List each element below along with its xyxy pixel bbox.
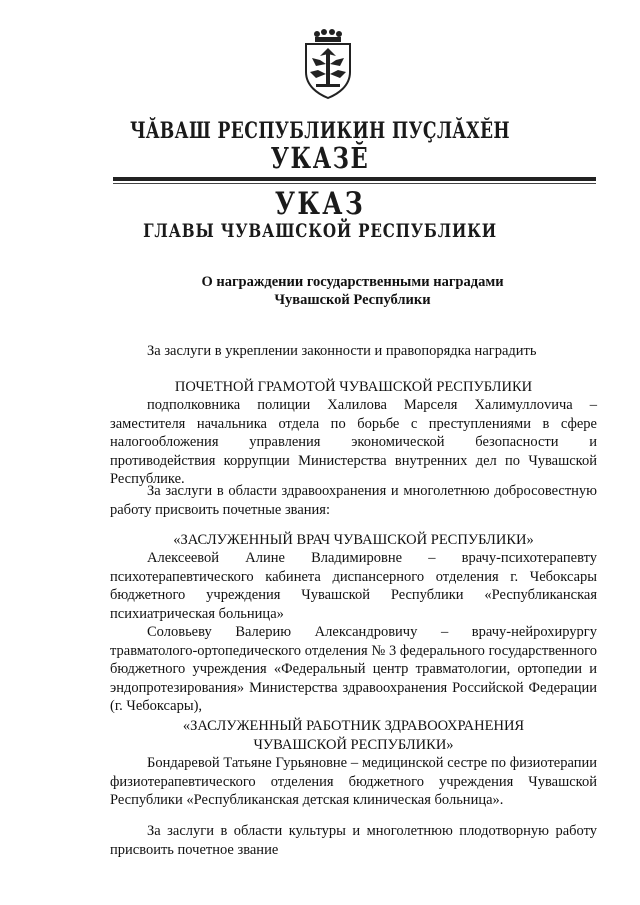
intro-law-order: За заслуги в укреплении законности и правопорядка наградить — [147, 343, 537, 359]
awardee-bondareva: Бондаревой Татьяне Гурьяновне – медицинской сестре по физиотерапии физиотерапевтического отделения бюджетного учреждения Чувашской Республики «Республиканская детская клиническая больница». — [110, 755, 597, 809]
award-line-1: «ЗАСЛУЖЕННЫЙ РАБОТНИК ЗДРАВООХРАНЕНИЯ — [182, 718, 525, 734]
header-chuvash-authority: ЧĂВАШ РЕСПУБЛИКИН ПУҪЛĂХĔН — [129, 118, 511, 144]
document-title — [110, 273, 595, 309]
award-honored-doctor: «ЗАСЛУЖЕННЫЙ ВРАЧ ЧУВАШСКОЙ РЕСПУБЛИКИ» — [173, 532, 534, 548]
awardee-khalilov: подполковника полиции Халилова Марселя Халимуллovича – заместителя начальника отдела по борьбе с преступлениями в сфере налогообложения управления экономической безопасности и противодействия коррупции Министерства внутренних дел по Чувашской Республике. — [110, 397, 597, 488]
awardee-solovyev: Соловьеву Валерию Александровичу – врачу-нейрохирургу травматолого-ортопедического отделения № 3 федерального государственного бюджетного учреждения «Федеральный центр травматологии, ортопедии и эндопротезирования» Министерства здравоохранения Российской Федерации (г. Чебоксары), — [110, 624, 597, 715]
header-russian-authority: ГЛАВЫ ЧУВАШСКОЙ РЕСПУБЛИКИ — [143, 220, 497, 242]
coat-of-arms-icon — [298, 28, 358, 100]
intro-culture: За заслуги в области культуры и многолетнюю плодотворную работу присвоить почетное звание — [110, 823, 597, 858]
award-honorary-certificate: ПОЧЕТНОЙ ГРАМОТОЙ ЧУВАШСКОЙ РЕСПУБЛИКИ — [174, 379, 533, 395]
intro-healthcare: За заслуги в области здравоохранения и многолетнюю добросовестную работу присвоить почетные звания: — [110, 483, 597, 518]
title-line-2: Чувашской Республики — [274, 292, 431, 308]
awardee-alekseeva: Алексеевой Алине Владимировне – врачу-психотерапевту психотерапевтического кабинета диспансерного отделения г. Чебоксары бюджетного учреждения Чувашской Республики «Республиканская психиатрическая больница» — [110, 550, 597, 622]
award-honored-health-worker — [110, 717, 597, 754]
award-line-2: ЧУВАШСКОЙ РЕСПУБЛИКИ» — [253, 736, 454, 753]
title-line-1: О награждении государственными наградами — [201, 274, 504, 290]
header-russian-decree: УКАЗ — [274, 186, 366, 222]
header-chuvash-decree: УКАЗĔ — [270, 141, 370, 175]
header-divider-thin — [113, 183, 596, 184]
header-divider — [113, 177, 596, 181]
